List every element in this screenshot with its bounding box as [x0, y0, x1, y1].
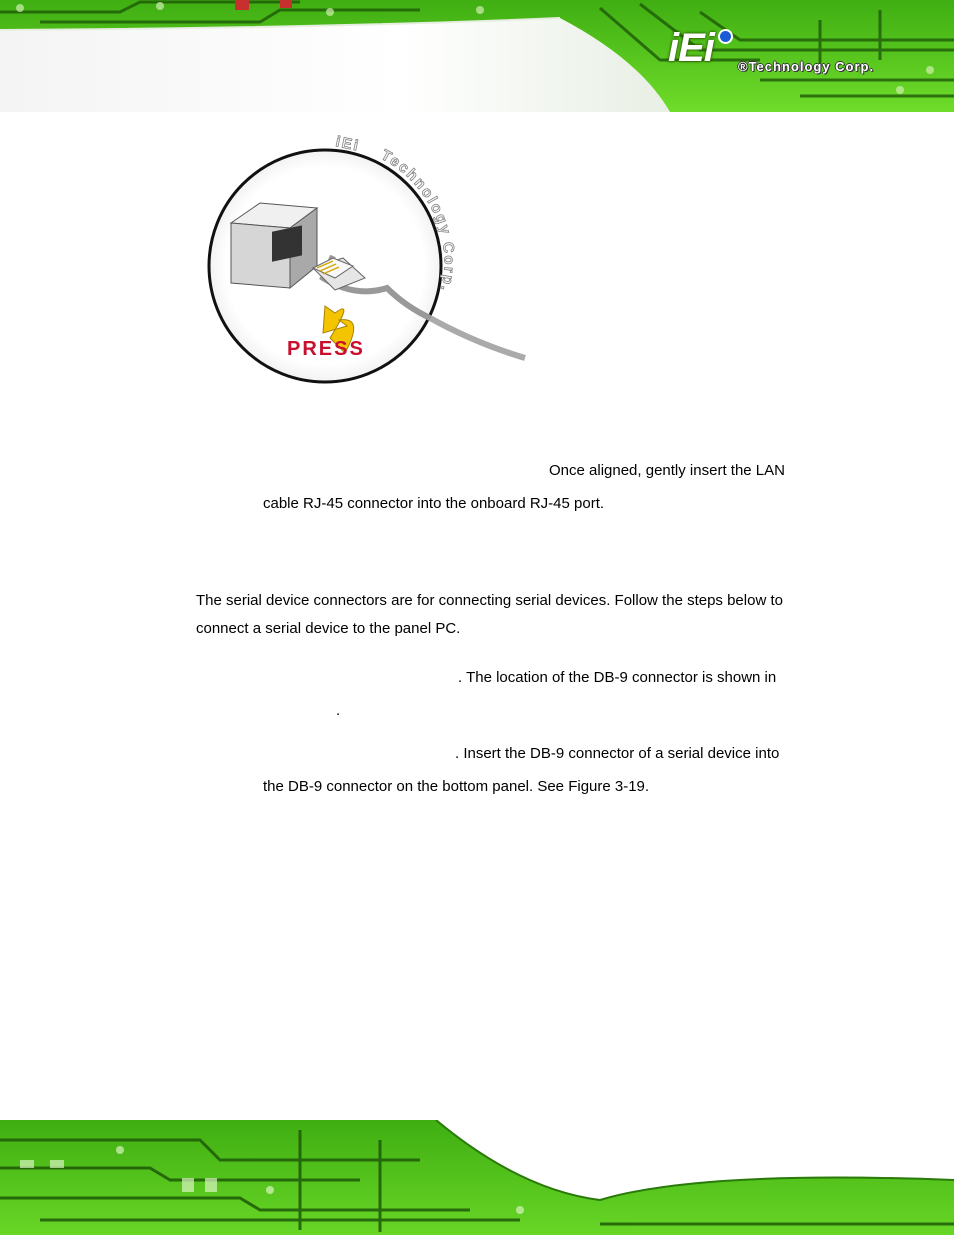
- header-banner: [0, 0, 954, 112]
- logo-dot-icon: [718, 29, 733, 44]
- serial-intro-line1: The serial device connectors are for connecting serial devices. Follow the steps below to: [196, 592, 783, 609]
- rj45-connection-figure: [205, 128, 535, 418]
- pcb-header-graphic: [0, 0, 954, 112]
- logo-mark: iEi: [668, 26, 714, 70]
- watermark-brand: iEi: [334, 133, 362, 155]
- rj45-illustration: [205, 128, 535, 418]
- press-label: PRESS: [287, 338, 365, 360]
- serial-step1-line1: . The location of the DB-9 connector is shown in: [458, 669, 777, 686]
- rj45-jack: [231, 203, 317, 288]
- lan-step-line2: cable RJ-45 connector into the onboard RJ-45 port.: [263, 495, 605, 512]
- watermark-text: Technology Corp.: [378, 146, 458, 295]
- serial-step2-line2: the DB-9 connector on the bottom panel. See Figure 3-19.: [263, 778, 650, 795]
- logo-text: ®Technology Corp.: [738, 59, 875, 74]
- lan-step-line1: Once aligned, gently insert the LAN: [549, 462, 785, 479]
- serial-step1-line2: .: [336, 702, 341, 719]
- footer-banner: [0, 1120, 954, 1235]
- serial-intro-line2: connect a serial device to the panel PC.: [196, 620, 461, 637]
- serial-step2-line1: . Insert the DB-9 connector of a serial device into: [455, 745, 780, 762]
- pcb-footer-graphic: [0, 1120, 954, 1235]
